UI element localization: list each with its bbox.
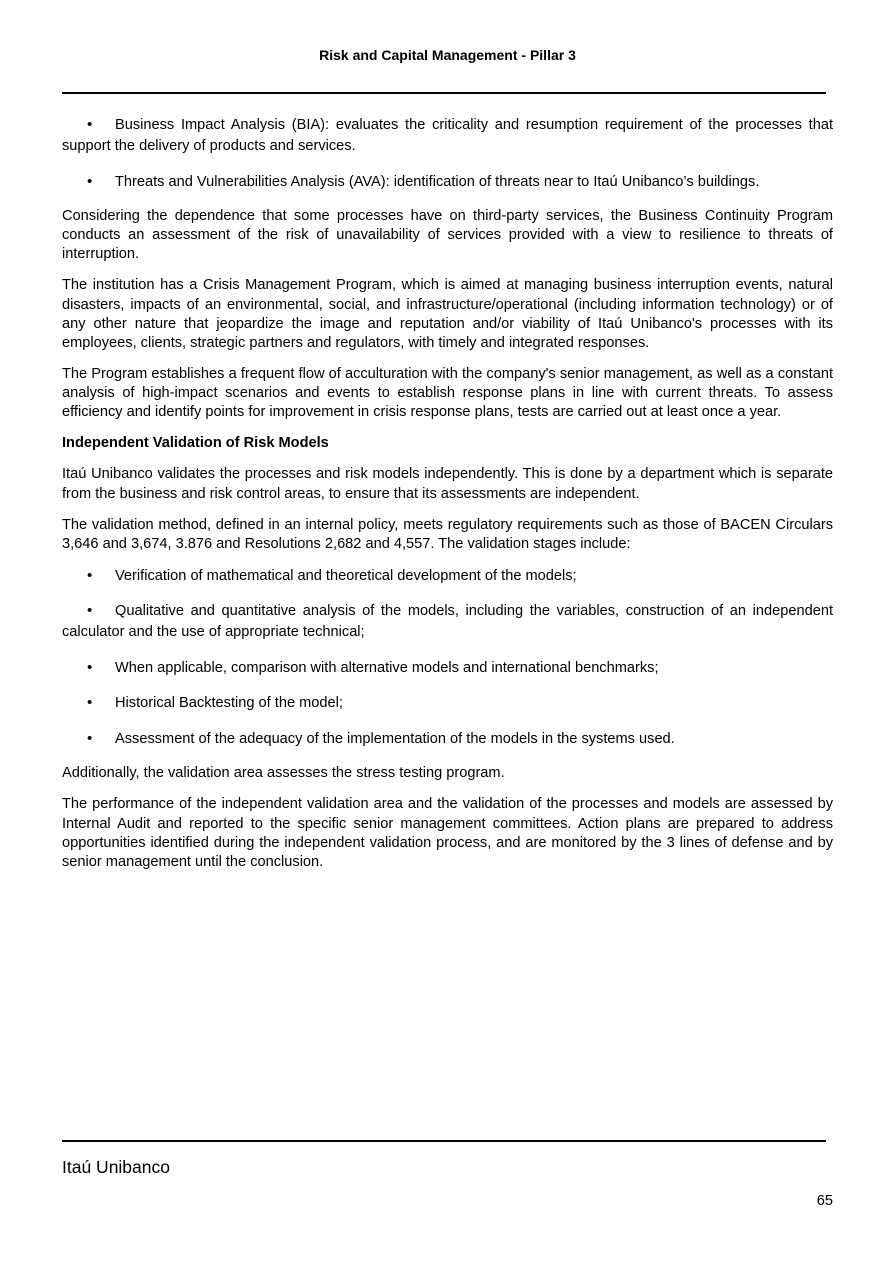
bullet-icon: •: [87, 694, 93, 712]
bullet-text: Business Impact Analysis (BIA): evaluates the criticality and resumption requirement of the processes that support the delivery of products and services.: [62, 117, 833, 154]
bullet-text: When applicable, comparison with alternative models and international benchmarks;: [115, 659, 659, 676]
header-divider: [62, 92, 826, 94]
paragraph: Considering the dependence that some processes have on third-party services, the Business Continuity Program conducts an assessment of the risk of unavailability of services provided with a view to resilience to threats of interruption.: [62, 208, 833, 263]
paragraph: The performance of the independent validation area and the validation of the processes and models are assessed by Internal Audit and reported to the specific senior management committees. Action plans are prepared to address opportunities identified during the independent validation process, and are monitored by the 3 lines of defense and by senior management until the conclusion.: [62, 796, 833, 870]
bullet-item: [62, 658, 833, 679]
footer-brand: Itaú Unibanco: [62, 1157, 170, 1177]
paragraph: The Program establishes a frequent flow of acculturation with the company's senior management, as well as a constant analysis of high-impact scenarios and events to establish response plans in line with current threats. To assess efficiency and identify points for improvement in crisis response plans, tests are carried out at least once a year.: [62, 366, 833, 421]
bullet-icon: •: [87, 172, 93, 190]
section-heading: Independent Validation of Risk Models: [62, 435, 329, 452]
bullet-item: [62, 693, 833, 714]
bullet-text: Threats and Vulnerabilities Analysis (AVA): identification of threats near to Itaú Unibanco’s buildings.: [115, 173, 760, 190]
bullet-icon: •: [87, 658, 93, 676]
bullet-icon: •: [87, 602, 93, 620]
bullet-icon: •: [87, 116, 93, 133]
bullet-item: [62, 115, 833, 157]
bullet-text: Qualitative and quantitative analysis of the models, including the variables, construction of an independent calculator and the use of appropriate technical;: [62, 603, 833, 641]
paragraph: The institution has a Crisis Management Program, which is aimed at managing business interruption events, natural disasters, impacts of an environmental, social, and infrastructure/operational (including information technology) or of any other nature that jeopardize the image and reputation and/or viability of Itaú Unibanco's processes with its employees, clients, strategic partners and regulators, with timely and integrated responses.: [62, 277, 833, 352]
document-body: [62, 115, 833, 884]
page-number: 65: [816, 1193, 833, 1209]
bullet-icon: •: [87, 729, 93, 747]
bullet-text: Historical Backtesting of the model;: [115, 695, 343, 712]
paragraph: Itaú Unibanco validates the processes and risk models independently. This is done by a department which is separate from the business and risk control areas, to ensure that its assessments are independent.: [62, 466, 833, 502]
bullet-item: [62, 566, 833, 587]
bullet-item: [62, 601, 833, 643]
paragraph: The validation method, defined in an internal policy, meets regulatory requirements such as those of BACEN Circulars 3,646 and 3,674, 3.876 and Resolutions 2,682 and 4,557. The validation stages include:: [62, 516, 833, 552]
paragraph: Additionally, the validation area assesses the stress testing program.: [62, 765, 505, 782]
page-header-title: Risk and Capital Management - Pillar 3: [319, 47, 576, 63]
bullet-text: Verification of mathematical and theoretical development of the models;: [115, 567, 577, 584]
bullet-icon: •: [87, 566, 93, 584]
footer-divider: [62, 1140, 826, 1142]
bullet-item: [62, 729, 833, 750]
bullet-item: [62, 172, 833, 193]
bullet-text: Assessment of the adequacy of the implementation of the models in the systems used.: [115, 730, 675, 747]
